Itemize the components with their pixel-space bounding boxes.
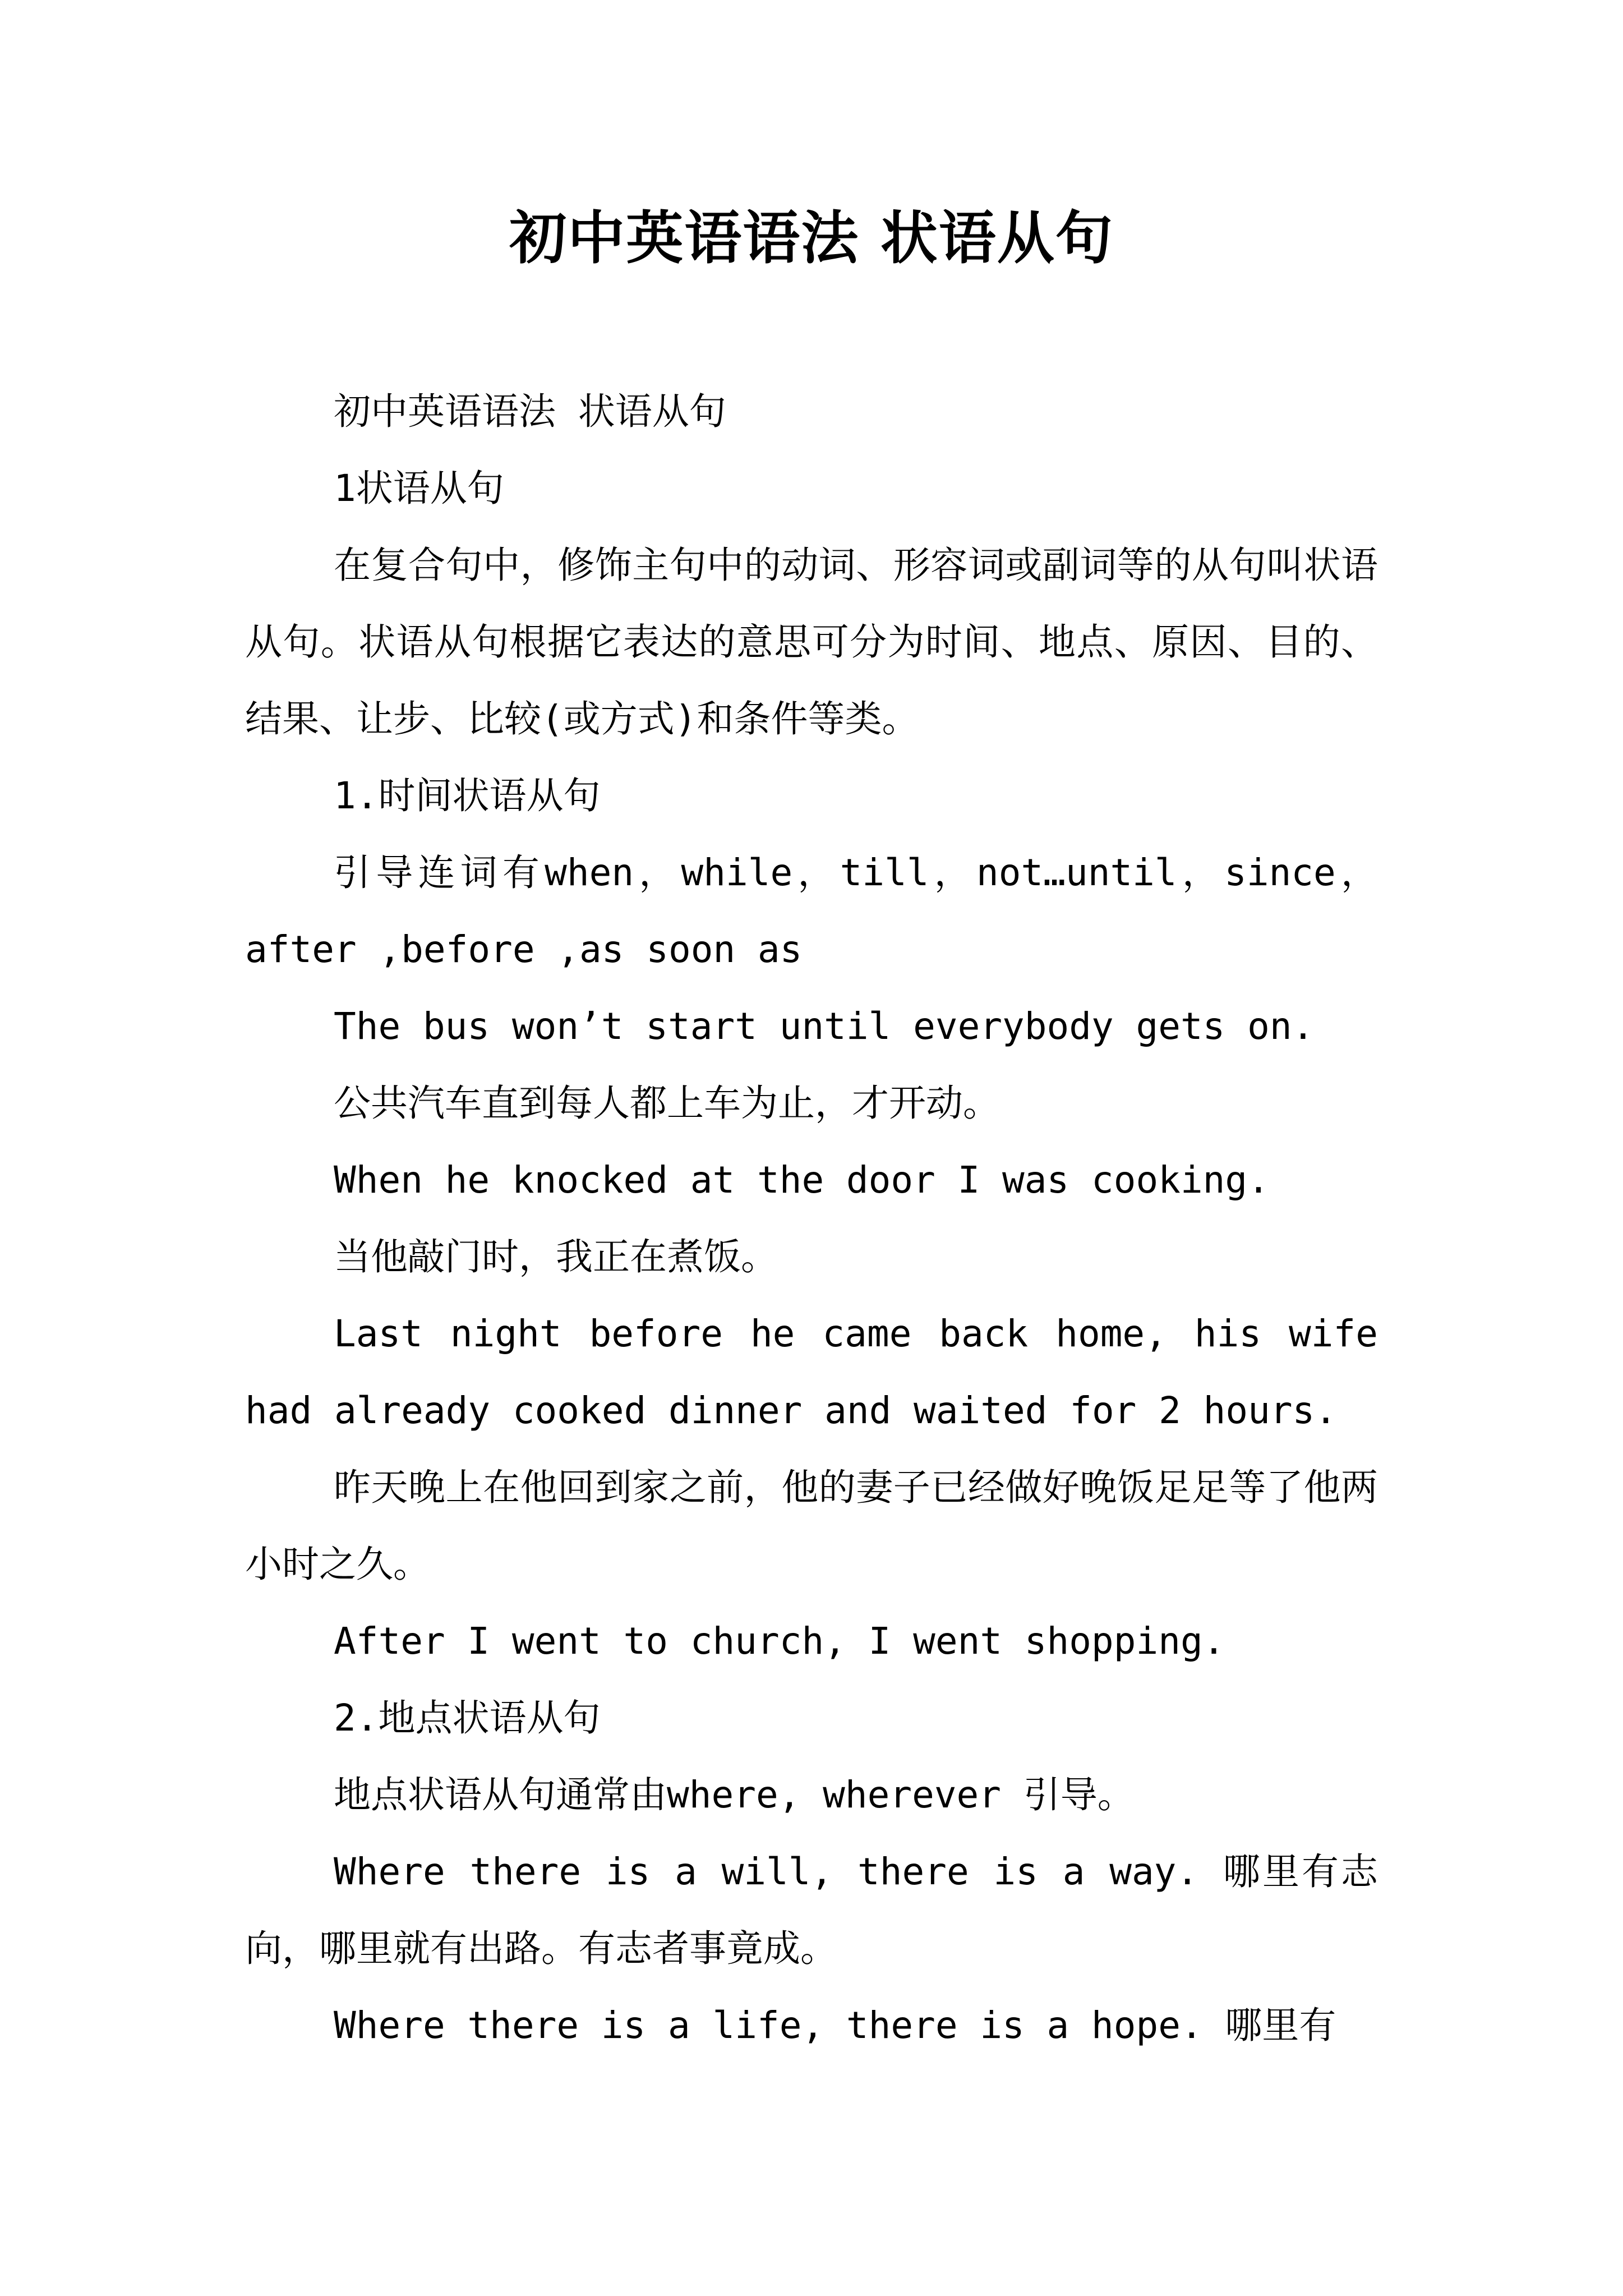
paragraph-heading-repeat: 初中英语语法 状语从句 <box>334 390 726 433</box>
paragraph-translation-bus: 公共汽车直到每人都上车为止，才开动。 <box>334 1082 1000 1125</box>
paragraph-example-life: Where there is a life, there is a hope. 哪里有 <box>334 2004 1336 2047</box>
paragraph-time-conjunctions: 引导连词有when，while，till，not…until，since，after ,before ,as soon as <box>245 851 1378 971</box>
paragraph-translation-last-night: 昨天晚上在他回到家之前，他的妻子已经做好晚饭足足等了他两小时之久。 <box>245 1466 1378 1586</box>
document-body <box>245 373 1378 2064</box>
paragraph-example-knocked: When he knocked at the door I was cooking. <box>334 1158 1270 1202</box>
paragraph-definition: 在复合句中，修饰主句中的动词、形容词或副词等的从句叫状语从句。状语从句根据它表达的意思可分为时间、地点、原因、目的、结果、让步、比较(或方式)和条件等类。 <box>245 544 1378 740</box>
paragraph-place-clause-heading: 2.地点状语从句 <box>334 1696 601 1740</box>
paragraph-example-last-night: Last night before he came back home, his wife had already cooked dinner and waited for 2 hours. <box>245 1312 1378 1432</box>
paragraph-time-clause-heading: 1.时间状语从句 <box>334 774 601 817</box>
paragraph-translation-knocked: 当他敲门时，我正在煮饭。 <box>334 1235 778 1278</box>
paragraph-example-church: After I went to church, I went shopping. <box>334 1619 1225 1663</box>
document-title: 初中英语语法 状语从句 <box>509 205 1114 272</box>
paragraph-example-bus: The bus won’t start until everybody gets on. <box>334 1005 1315 1048</box>
paragraph-section-1: 1状语从句 <box>334 467 504 510</box>
paragraph-example-will: Where there is a will, there is a way. 哪里有志向，哪里就有出路。有志者事竟成。 <box>245 1850 1378 1970</box>
paragraph-place-conjunctions: 地点状语从句通常由where, wherever 引导。 <box>334 1773 1135 1816</box>
